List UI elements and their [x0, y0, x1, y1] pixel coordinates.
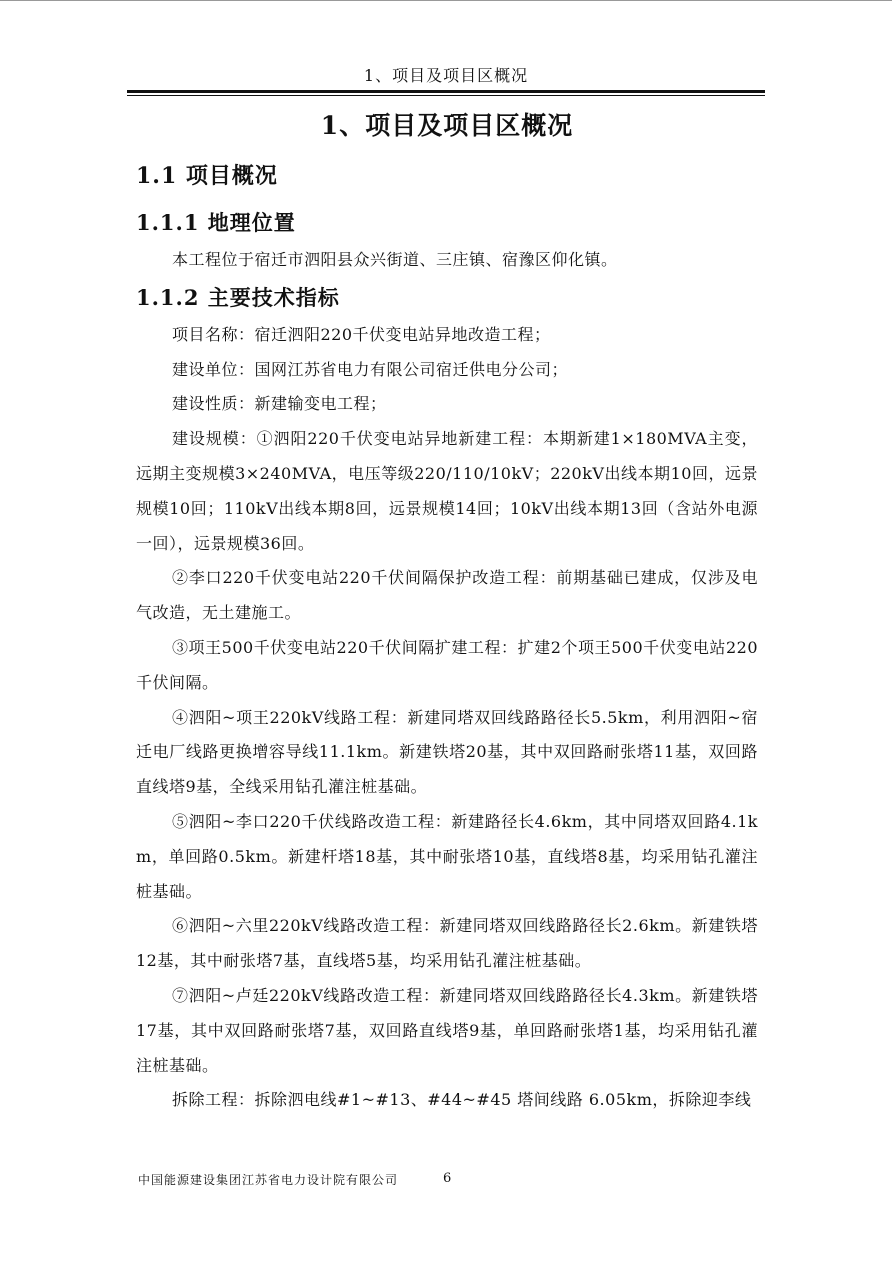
header-rule-thin — [127, 95, 765, 96]
scale-paragraph-5: ⑤泗阳~李口220千伏线路改造工程：新建路径长4.6km，其中同塔双回路4.1km，单回路0.5km。新建杆塔18基，其中耐张塔10基，直线塔8基，均采用钻孔灌注桩基础。 — [136, 811, 758, 901]
builder-paragraph: 建设单位：国网江苏省电力有限公司宿迁供电分公司； — [172, 359, 569, 379]
section-heading-1-1-2: 1.1.2 主要技术指标 — [136, 284, 340, 310]
scale-paragraph-2: ②李口220千伏变电站220千伏间隔保护改造工程：前期基础已建成，仅涉及电气改造，无土建施工。 — [136, 568, 758, 623]
chapter-title: 1、项目及项目区概况 — [320, 111, 574, 140]
footer-organization: 中国能源建设集团江苏省电力设计院有限公司 — [138, 1173, 399, 1187]
project-name-paragraph: 项目名称：宿迁泗阳220千伏变电站异地改造工程； — [172, 324, 551, 344]
footer-page-number: 6 — [443, 1171, 452, 1186]
demolition-paragraph: 拆除工程：拆除泗电线#1~#13、#44~#45 塔间线路 6.05km，拆除迎李线 — [172, 1090, 752, 1110]
section-heading-1-1-1: 1.1.1 地理位置 — [136, 210, 296, 235]
scale-paragraph-1: 建设规模：①泗阳220千伏变电站异地新建工程：本期新建1×180MVA主变，远期主变规模3×240MVA，电压等级220/110/10kV；220kV出线本期10回，远景规模10回；110kV出线本期8回，远景规模14回；10kV出线本期13回（含站外电源一回），远景规模36回。 — [136, 429, 758, 553]
scale-paragraph-6: ⑥泗阳~六里220kV线路改造工程：新建同塔双回线路路径长2.6km。新建铁塔12基，其中耐张塔7基，直线塔5基，均采用钻孔灌注桩基础。 — [136, 916, 758, 971]
header-rule-thick — [127, 90, 765, 93]
page-top-border — [0, 0, 892, 1]
page-content — [136, 108, 758, 1118]
scale-paragraph-3: ③项王500千伏变电站220千伏间隔扩建工程：扩建2个项王500千伏变电站220千伏间隔。 — [136, 637, 758, 692]
scale-paragraph-7: ⑦泗阳~卢廷220kV线路改造工程：新建同塔双回线路路径长4.3km。新建铁塔17基，其中双回路耐张塔7基，双回路直线塔9基，单回路耐张塔1基，均采用钻孔灌注桩基础。 — [136, 985, 758, 1075]
nature-paragraph: 建设性质：新建输变电工程； — [172, 394, 387, 414]
location-paragraph: 本工程位于宿迁市泗阳县众兴街道、三庄镇、宿豫区仰化镇。 — [172, 250, 618, 269]
section-heading-1-1: 1.1 项目概况 — [136, 163, 278, 189]
running-header: 1、项目及项目区概况 — [363, 66, 529, 85]
scale-paragraph-4: ④泗阳~项王220kV线路工程：新建同塔双回线路路径长5.5km，利用泗阳~宿迁电厂线路更换增容导线11.1km。新建铁塔20基，其中双回路耐张塔11基，双回路直线塔9基，全线采用钻孔灌注桩基础。 — [136, 707, 758, 797]
